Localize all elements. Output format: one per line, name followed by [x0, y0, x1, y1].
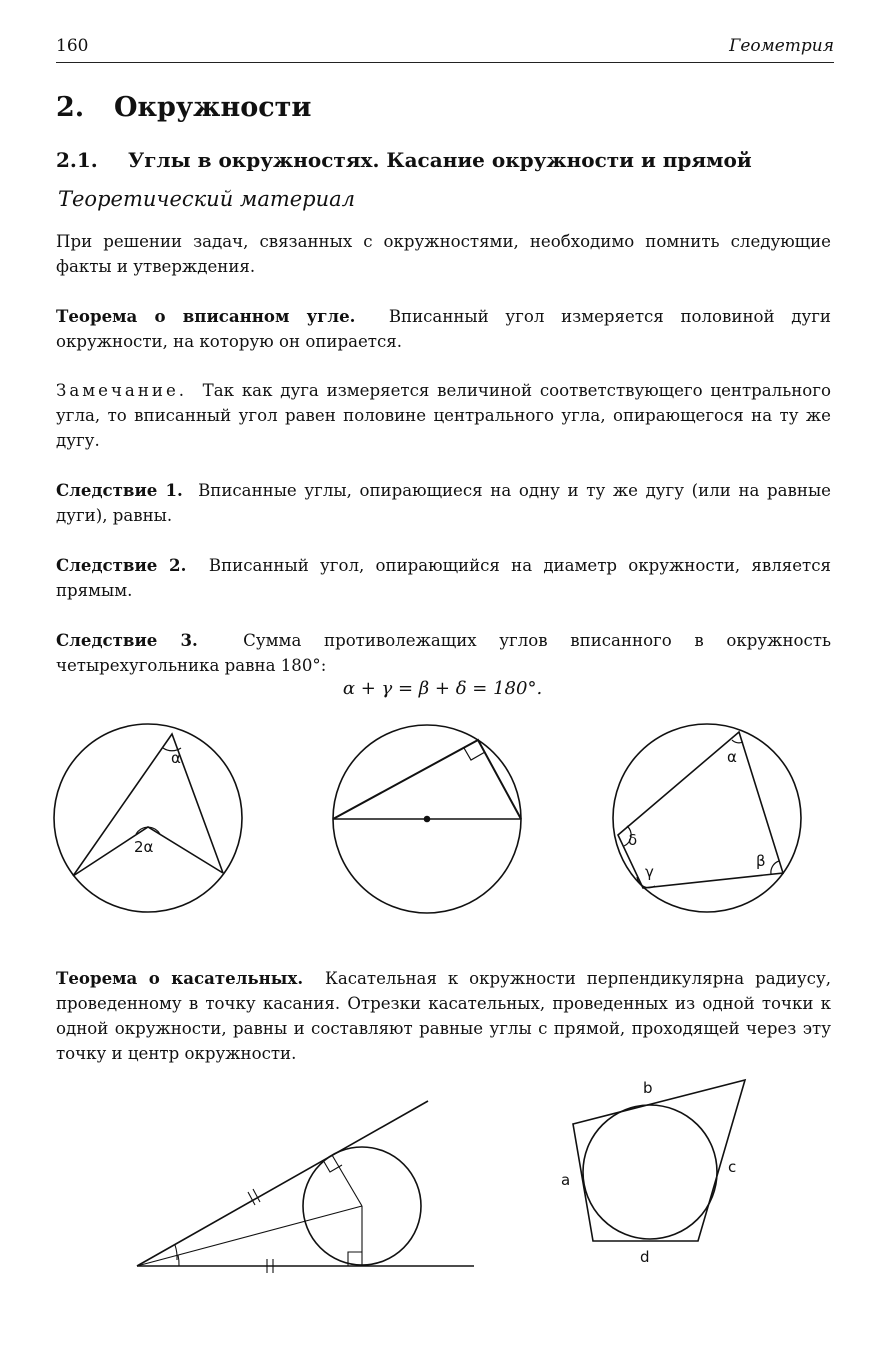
angle-beta-arc	[771, 861, 779, 874]
remark-text: Так как дуга измеряется величиной соответствующего центрального угла, то вписанный угол равен половине центрального угла, опирающегося на ту же дугу.	[56, 381, 831, 450]
circle-1	[54, 724, 242, 912]
label-c: c	[728, 1158, 737, 1176]
running-title: Геометрия	[729, 36, 834, 56]
circumscribed-quadrilateral	[573, 1080, 745, 1241]
theorem-text: Вписанный угол измеряется половиной дуги окружности, на которую он опирается.	[56, 307, 831, 351]
theorem-tangents-text: Касательная к окружности перпендикулярна радиусу, проведенному в точку касания. Отрезки касательных, проведенных из одной точки к одной окружности, равны и составляют равные углы с прямой, проходящей через эту точку и центр окружности.	[56, 969, 831, 1063]
section-title: Углы в окружностях. Касание окружности и прямой	[128, 148, 752, 172]
figure-tangents-from-point	[137, 1101, 474, 1273]
chapter-number: 2.	[56, 92, 85, 123]
theorem-title: Теорема о вписанном угле.	[56, 306, 356, 326]
intro-paragraph: При решении задач, связанных с окружностями, необходимо помнить следующие факты и утверждения.	[56, 232, 831, 276]
line-to-center	[137, 1206, 362, 1266]
label-beta: β	[756, 852, 766, 870]
figure-angle-on-diameter	[333, 725, 521, 913]
center-point-2	[425, 817, 430, 822]
angle-arc-upper	[175, 1245, 177, 1260]
label-alpha-1: α	[171, 749, 181, 767]
corollary-2-title: Следствие 2.	[56, 555, 187, 575]
radius-upper	[332, 1155, 362, 1206]
theorem-tangents-title: Теорема о касательных.	[56, 968, 304, 988]
label-2alpha: 2α	[134, 838, 154, 856]
figure-inscribed-angle	[54, 724, 242, 912]
figure-tangential-quadrilateral	[561, 1079, 745, 1266]
label-b: b	[643, 1079, 653, 1097]
label-d: d	[640, 1248, 650, 1266]
page-number: 160	[56, 36, 89, 56]
section-number: 2.1.	[56, 148, 98, 172]
corollary-3-title: Следствие 3.	[56, 630, 198, 650]
tangent-line-upper	[137, 1101, 428, 1266]
label-gamma: γ	[645, 863, 654, 881]
corollary-1-title: Следствие 1.	[56, 480, 183, 500]
angle-sum-formula: α + γ = β + δ = 180°.	[342, 678, 543, 699]
label-a: a	[561, 1171, 571, 1189]
label-delta: δ	[628, 831, 638, 849]
remark-title: Замечание.	[56, 381, 188, 400]
corollary-3-text: Сумма противолежащих углов вписанного в окружность четырехугольника равна 180°:	[56, 631, 831, 675]
label-alpha-3: α	[727, 748, 737, 766]
chapter-title: Окружности	[114, 92, 312, 123]
subsection-heading: Теоретический материал	[58, 187, 356, 211]
corollary-1-text: Вписанные углы, опирающиеся на одну и ту же дугу (или на равные дуги), равны.	[56, 481, 831, 525]
circle-5	[583, 1105, 717, 1239]
right-angle-mark-upper	[323, 1160, 342, 1172]
corollary-2-text: Вписанный угол, опирающийся на диаметр окружности, является прямым.	[56, 556, 831, 600]
figure-inscribed-quadrilateral	[613, 724, 801, 912]
right-angle-mark-2	[464, 748, 485, 760]
angle-arc-lower	[178, 1255, 179, 1266]
